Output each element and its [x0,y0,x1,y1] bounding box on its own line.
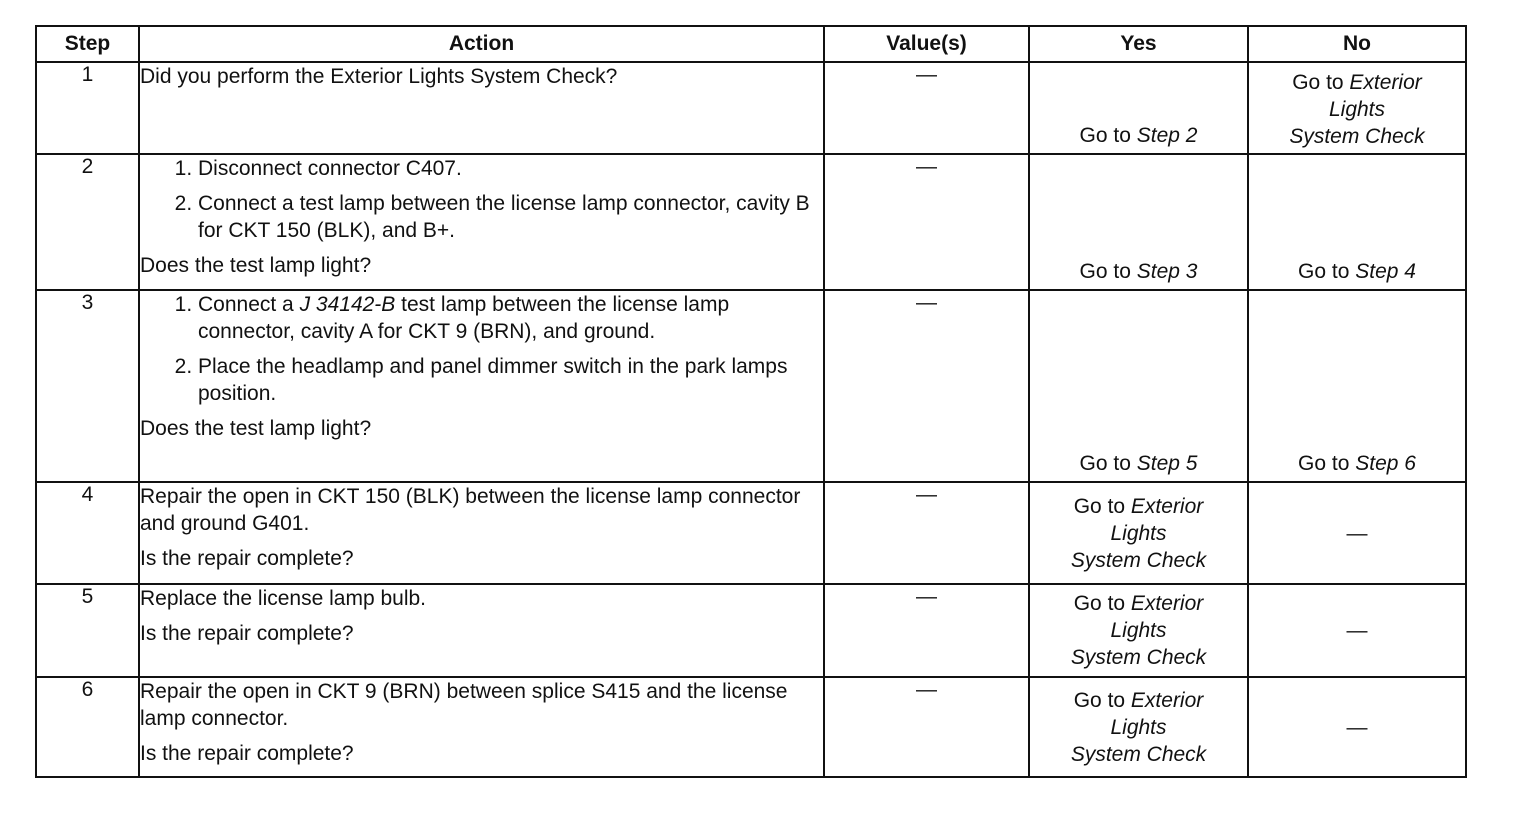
action-cell [139,154,824,290]
yes-prefix: Go to [1079,452,1137,475]
yes-cell [1029,154,1248,290]
action-question: Is the repair complete? [140,547,354,570]
header-row [36,26,1466,62]
action-cell [139,290,824,482]
no-exterior-link-line2[interactable]: Lights [1328,98,1386,121]
yes-step-link[interactable]: Step 2 [1136,124,1198,147]
dash: — [916,155,937,178]
action-item [198,291,823,345]
yes-step-link[interactable]: Step 3 [1136,260,1198,283]
action-question: Does the test lamp light? [140,254,372,277]
dash: — [916,63,937,86]
action-cell [139,62,824,154]
yes-exterior-link-line3[interactable]: System Check [1070,742,1207,766]
table-row [36,62,1466,154]
action-question: Is the repair complete? [140,622,354,645]
table-row [36,584,1466,677]
table-row [36,154,1466,290]
header-action: Action [139,26,824,62]
dash: — [916,678,937,701]
no-cell [1248,677,1466,777]
yes-exterior-link[interactable]: Exterior [1130,688,1204,712]
dash: — [1346,521,1368,545]
dash: — [1346,619,1368,642]
action-question: Does the test lamp light? [140,417,372,440]
yes-prefix: Go to [1079,124,1137,147]
action-cell [139,677,824,777]
action-text: Replace the license lamp bulb. [140,587,427,610]
action-question: Is the repair complete? [140,742,354,765]
value-cell [824,290,1029,482]
dash: — [916,483,937,506]
action-list [140,291,823,407]
step-number: 6 [36,677,139,777]
header-yes: Yes [1029,26,1248,62]
yes-prefix: Go to [1073,592,1131,615]
yes-cell [1029,62,1248,154]
value-cell [824,482,1029,584]
step-number: 3 [36,290,139,482]
yes-exterior-link-line3[interactable]: System Check [1070,548,1207,572]
no-exterior-link[interactable]: Exterior [1349,71,1422,94]
table-row [36,290,1466,482]
yes-cell [1029,677,1248,777]
value-cell [824,154,1029,290]
yes-cell [1029,584,1248,677]
diagnostic-table [35,25,1467,778]
action-cell [139,584,824,677]
action-text: Repair the open in CKT 9 (BRN) between splice S415 and the license lamp connector. [140,680,788,730]
tool-reference: J 34142-B [299,293,396,316]
step-number: 4 [36,482,139,584]
action-cell [139,482,824,584]
no-step-link[interactable]: Step 6 [1355,452,1416,475]
table-row [36,482,1466,584]
dash: — [1346,715,1368,739]
header-step: Step [36,26,139,62]
no-cell [1248,62,1466,154]
no-prefix: Go to [1298,452,1356,475]
step-number: 5 [36,584,139,677]
yes-exterior-link-line2[interactable]: Lights [1110,619,1167,642]
action-item: 1. Disconnect connector C407. [198,155,823,182]
header-values: Value(s) [824,26,1029,62]
yes-cell [1029,290,1248,482]
action-text: Did you perform the Exterior Lights System Check? [140,65,618,88]
step-number: 2 [36,154,139,290]
yes-exterior-link-line3[interactable]: System Check [1070,646,1207,669]
yes-prefix: Go to [1073,494,1131,518]
no-prefix: Go to [1292,71,1350,94]
yes-exterior-link[interactable]: Exterior [1130,494,1204,518]
yes-prefix: Go to [1079,260,1137,283]
no-cell [1248,584,1466,677]
action-item-text: test lamp between the license lamp connector, cavity A for CKT 9 (BRN), and ground. [198,293,730,343]
no-prefix: Go to [1298,260,1356,283]
action-item-text: Connect a [198,293,300,316]
action-item: 2. Place the headlamp and panel dimmer switch in the park lamps position. [198,353,823,407]
yes-step-link[interactable]: Step 5 [1136,452,1198,475]
yes-prefix: Go to [1073,688,1131,712]
action-list [140,155,823,244]
no-cell [1248,154,1466,290]
value-cell [824,62,1029,154]
header-no: No [1248,26,1466,62]
no-cell [1248,290,1466,482]
no-cell [1248,482,1466,584]
dash: — [916,585,937,608]
yes-exterior-link-line2[interactable]: Lights [1110,521,1167,545]
value-cell [824,584,1029,677]
yes-exterior-link-line2[interactable]: Lights [1110,715,1167,739]
no-exterior-link-line3[interactable]: System Check [1289,125,1425,148]
yes-exterior-link[interactable]: Exterior [1130,592,1204,615]
action-item: 2. Connect a test lamp between the license lamp connector, cavity B for CKT 150 (BLK), and B+. [198,190,823,244]
dash: — [916,291,937,314]
action-text: Repair the open in CKT 150 (BLK) between the license lamp connector and ground G401. [140,485,801,535]
no-step-link[interactable]: Step 4 [1355,260,1416,283]
yes-cell [1029,482,1248,584]
table-row [36,677,1466,777]
value-cell [824,677,1029,777]
step-number: 1 [36,62,139,154]
